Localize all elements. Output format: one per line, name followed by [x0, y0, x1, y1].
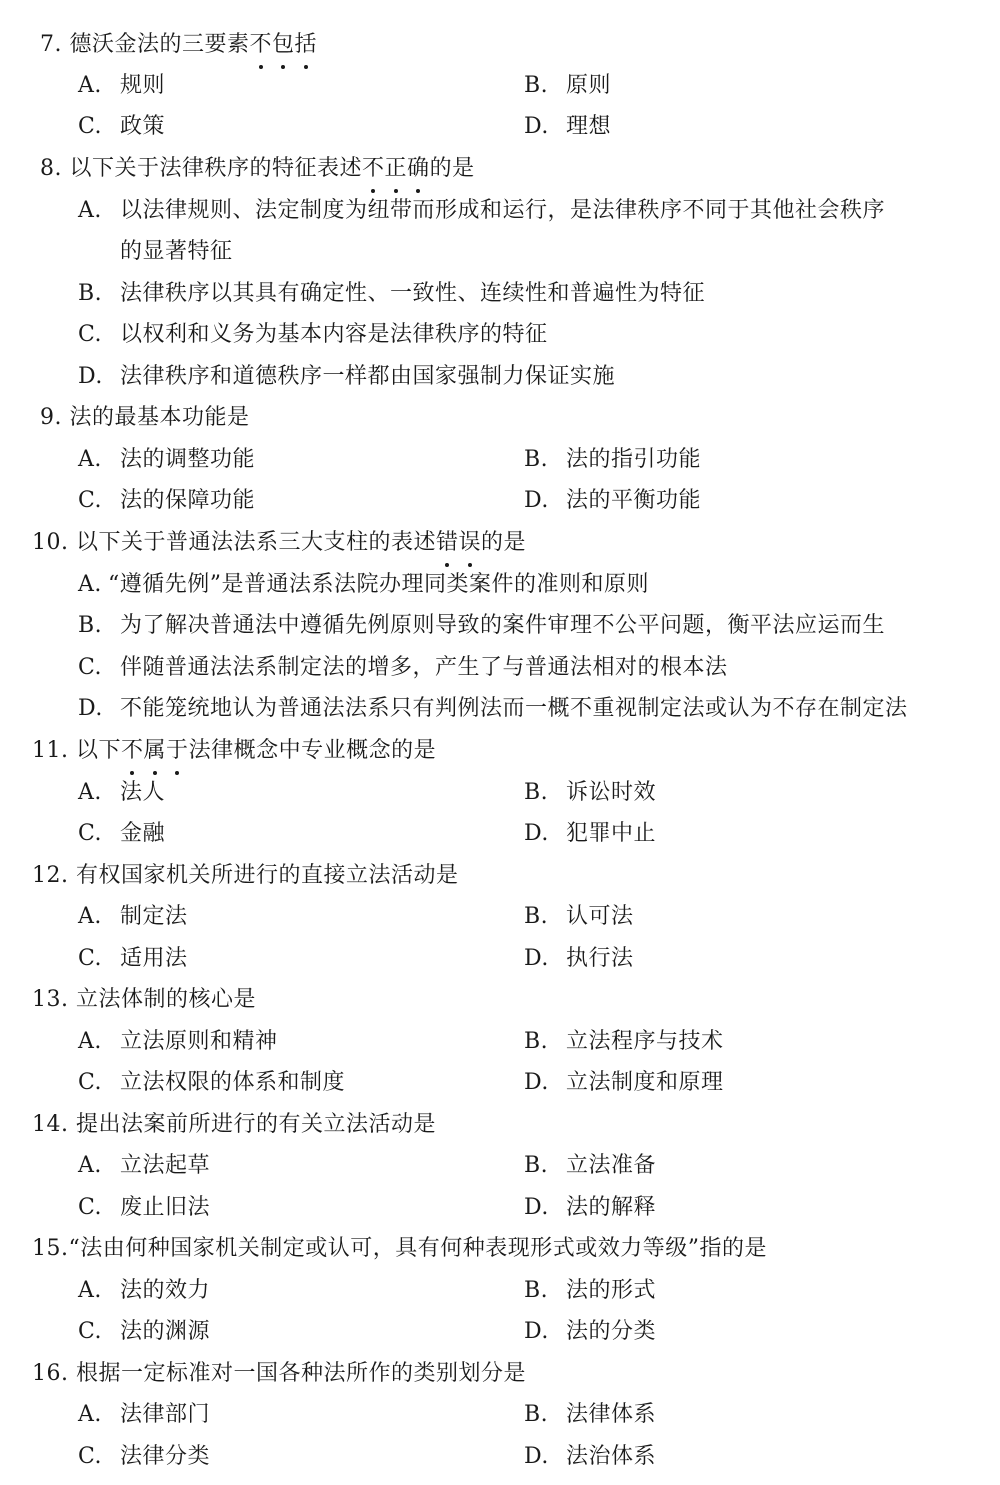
option-label: B. [524, 1402, 549, 1427]
option-text: 法的分类 [566, 1319, 657, 1344]
option-label: D. [524, 1444, 549, 1469]
option-text: 犯罪中止 [566, 821, 657, 846]
emphasis-char: 属 [144, 730, 167, 771]
option-c [78, 813, 165, 854]
question-15-stem [32, 1228, 767, 1269]
option-a [78, 65, 165, 106]
option-label: A. [78, 1153, 102, 1178]
option-text: 立法程序与技术 [566, 1029, 724, 1054]
emphasis-char: 包 [272, 24, 295, 65]
option-label: C. [78, 1319, 103, 1344]
question-11-stem [32, 730, 436, 771]
option-text: 伴随普通法法系制定法的增多，产生了与普通法相对的根本法 [120, 655, 728, 680]
option-text: 立法准备 [566, 1153, 657, 1178]
option-a [78, 439, 255, 480]
option-c [78, 1062, 345, 1103]
option-a [78, 1145, 210, 1186]
option-b [524, 772, 656, 813]
option-b [524, 1394, 656, 1435]
option-text: 适用法 [120, 946, 188, 971]
emphasis-char: 错 [436, 522, 459, 563]
option-text: 法的调整功能 [120, 447, 256, 472]
option-label: B. [524, 1029, 549, 1054]
option-text: 法人 [120, 780, 166, 805]
option-label: B. [524, 447, 549, 472]
option-label: C. [78, 1444, 103, 1469]
option-text: 制定法 [120, 904, 188, 929]
emphasis-char: 正 [385, 148, 408, 189]
option-label: C. [78, 655, 103, 680]
option-text: 立法制度和原理 [566, 1070, 724, 1095]
option-label: D. [524, 1319, 549, 1344]
option-label: B. [524, 1278, 549, 1303]
option-c [78, 938, 188, 979]
question-text: 法律概念中专业概念的是 [188, 738, 437, 763]
option-label: D. [524, 488, 549, 513]
option-d [524, 1311, 656, 1352]
option-label: A. [78, 1278, 102, 1303]
option-label: A. [78, 447, 102, 472]
option-a [78, 564, 649, 605]
option-text: 法的保障功能 [120, 488, 256, 513]
emphasis-char: 于 [166, 730, 189, 771]
option-text: 的显著特征 [120, 239, 233, 264]
question-text: 根据一定标准对一国各种法所作的类别划分是 [76, 1361, 527, 1386]
option-text: 以权利和义务为基本内容是法律秩序的特征 [120, 322, 548, 347]
option-a [78, 1021, 278, 1062]
option-text: 为了解决普通法中遵循先例原则导致的案件审理不公平问题，衡平法应运而生 [120, 613, 886, 638]
question-text: 有权国家机关所进行的直接立法活动是 [76, 863, 459, 888]
question-text: 的是 [481, 530, 527, 555]
option-text: 诉讼时效 [566, 780, 657, 805]
option-label: D. [524, 821, 549, 846]
option-label: D. [78, 364, 103, 389]
option-label: D. [524, 1070, 549, 1095]
option-c [78, 314, 548, 355]
emphasis-char: 不 [362, 148, 385, 189]
question-number: 15. [32, 1236, 69, 1261]
option-label: B. [78, 281, 103, 306]
option-a [78, 772, 165, 813]
option-label: A. [78, 1029, 102, 1054]
option-text: 法的平衡功能 [566, 488, 702, 513]
option-text: 法律部门 [120, 1402, 211, 1427]
option-b [524, 65, 611, 106]
option-text: 政策 [120, 114, 166, 139]
question-text: 提出法案前所进行的有关立法活动是 [76, 1112, 437, 1137]
option-d [78, 356, 615, 397]
option-label: C. [78, 946, 103, 971]
option-label: A. [78, 904, 102, 929]
option-text: 以法律规则、法定制度为纽带而形成和运行，是法律秩序不同于其他社会秩序 [120, 198, 886, 223]
emphasis-char: 括 [295, 24, 318, 65]
option-text: 法律体系 [566, 1402, 657, 1427]
question-text: 德沃金法的三要素 [69, 32, 250, 57]
option-text: 立法权限的体系和制度 [120, 1070, 346, 1095]
question-text: “法由何种国家机关制定或认可，具有何种表现形式或效力等级”指的是 [68, 1236, 767, 1261]
option-label: C. [78, 1070, 103, 1095]
option-c [78, 106, 165, 147]
option-label: A. [78, 780, 102, 805]
option-label: B. [524, 780, 549, 805]
option-a [78, 896, 188, 937]
option-label: B. [524, 1153, 549, 1178]
option-label: C. [78, 1195, 103, 1220]
option-c [78, 1187, 210, 1228]
option-d [524, 813, 656, 854]
option-label: C. [78, 488, 103, 513]
option-b [78, 273, 705, 314]
question-number: 7. [40, 32, 62, 57]
question-9-stem [0, 397, 250, 438]
option-d [524, 1187, 656, 1228]
option-label: D. [524, 1195, 549, 1220]
question-number: 13. [32, 987, 69, 1012]
question-8-stem [0, 148, 475, 189]
option-text: 规则 [120, 73, 166, 98]
option-text: 金融 [120, 821, 166, 846]
option-label: B. [78, 613, 103, 638]
option-c [78, 647, 728, 688]
option-text: 法的渊源 [120, 1319, 211, 1344]
option-d [524, 480, 701, 521]
question-10-stem [32, 522, 526, 563]
option-a [78, 1394, 210, 1435]
option-d [524, 938, 634, 979]
option-text: 法的指引功能 [566, 447, 702, 472]
option-label: B. [524, 73, 549, 98]
option-b [524, 1145, 656, 1186]
option-label: D. [78, 696, 103, 721]
emphasis-char: 不 [250, 24, 273, 65]
question-number: 11. [32, 738, 69, 763]
question-text: 以下关于法律秩序的特征表述 [69, 156, 363, 181]
option-d [524, 106, 611, 147]
option-b [78, 605, 885, 646]
option-text: 理想 [566, 114, 612, 139]
option-label: D. [524, 114, 549, 139]
question-text: 立法体制的核心是 [76, 987, 257, 1012]
option-text: 法的解释 [566, 1195, 657, 1220]
option-text: 执行法 [566, 946, 634, 971]
option-label: B. [524, 904, 549, 929]
option-b [524, 1021, 724, 1062]
question-7-stem [0, 24, 317, 65]
question-number: 10. [32, 530, 69, 555]
option-label: C. [78, 821, 103, 846]
option-text: 立法原则和精神 [120, 1029, 278, 1054]
option-text: “遵循先例”是普通法系法院办理同类案件的准则和原则 [108, 572, 649, 597]
question-number: 16. [32, 1361, 69, 1386]
option-text: 废止旧法 [120, 1195, 211, 1220]
option-text: 法的形式 [566, 1278, 657, 1303]
question-text: 的是 [429, 156, 475, 181]
option-text: 认可法 [566, 904, 634, 929]
question-16-stem [32, 1353, 526, 1394]
emphasis-char: 确 [407, 148, 430, 189]
option-text: 法律分类 [120, 1444, 211, 1469]
option-text: 立法起草 [120, 1153, 211, 1178]
question-text: 法的最基本功能是 [69, 405, 250, 430]
question-number: 8. [40, 156, 62, 181]
question-text: 以下关于普通法法系三大支柱的表述 [76, 530, 437, 555]
option-text: 法律秩序以其具有确定性、一致性、连续性和普遍性为特征 [120, 281, 706, 306]
option-a [78, 190, 885, 231]
question-number: 14. [32, 1112, 69, 1137]
question-text: 以下 [76, 738, 122, 763]
option-d [78, 688, 908, 729]
option-text: 原则 [566, 73, 612, 98]
option-c [78, 1311, 210, 1352]
option-c [78, 480, 255, 521]
question-13-stem [32, 979, 256, 1020]
option-d [524, 1062, 724, 1103]
option-label: A. [78, 1402, 102, 1427]
option-a [78, 1270, 210, 1311]
option-text: 法治体系 [566, 1444, 657, 1469]
question-12-stem [32, 855, 459, 896]
option-text: 法律秩序和道德秩序一样都由国家强制力保证实施 [120, 364, 616, 389]
emphasis-char: 不 [121, 730, 144, 771]
option-d [524, 1436, 656, 1477]
option-text: 法的效力 [120, 1278, 211, 1303]
option-label: D. [524, 946, 549, 971]
option-label: A. [78, 572, 102, 597]
option-text: 不能笼统地认为普通法法系只有判例法而一概不重视制定法或认为不存在制定法 [120, 696, 908, 721]
question-14-stem [32, 1104, 436, 1145]
question-number: 9. [40, 405, 62, 430]
emphasis-char: 误 [459, 522, 482, 563]
option-b [524, 1270, 656, 1311]
option-label: A. [78, 73, 102, 98]
option-label: C. [78, 114, 103, 139]
option-b [524, 896, 634, 937]
option-label: A. [78, 198, 102, 223]
question-number: 12. [32, 863, 69, 888]
option-a-continuation [120, 231, 233, 272]
option-c [78, 1436, 210, 1477]
option-label: C. [78, 322, 103, 347]
option-b [524, 439, 701, 480]
